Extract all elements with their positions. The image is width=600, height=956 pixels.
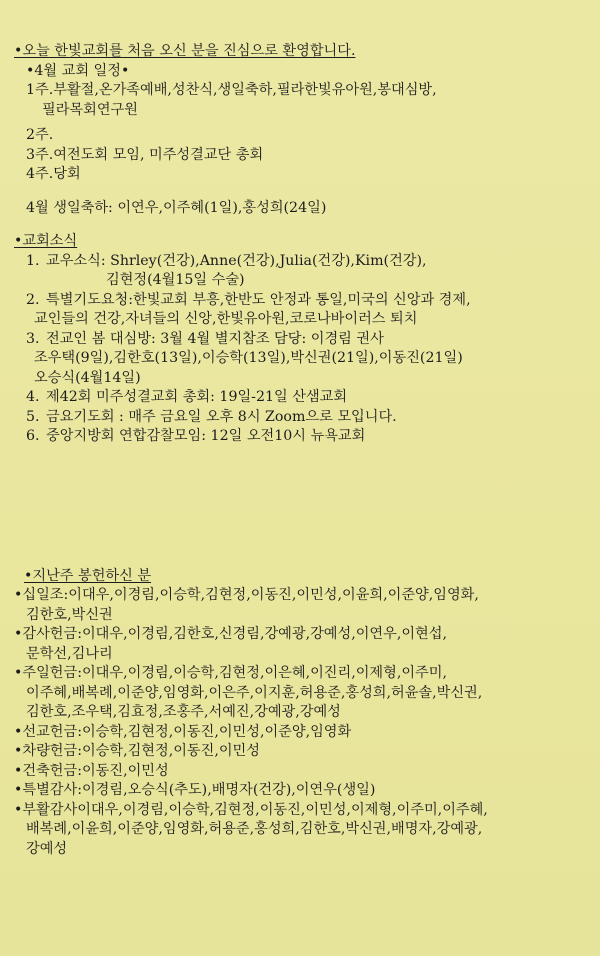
news-item [14, 427, 578, 447]
week-label: 1주. [26, 82, 54, 98]
schedule-week-3 [14, 146, 578, 166]
schedule-heading: •4월 교회 일정• [26, 62, 130, 79]
week-label: 3주. [26, 146, 54, 163]
news-text: 전교인 봄 대심방: 3월 4월 별지참조 담당: 이경림 권사 [46, 330, 384, 347]
news-item [14, 408, 578, 428]
schedule-week-2 [14, 126, 578, 146]
news-item-cont: 오승식(4월14일) [34, 369, 141, 386]
offering-group-vehicle: •차량헌금:이승학,김현정,이동진,이민성 [14, 743, 260, 759]
news-text: 금요기도회 : 매주 금요일 오후 8시 Zoom으로 모입니다. [46, 408, 397, 425]
schedule-section [14, 62, 578, 219]
week-label: 4주. [26, 166, 54, 182]
news-text: 중앙지방회 연합감찰모임: 12일 오전10시 뉴욕교회 [46, 428, 366, 444]
news-num: 5. [26, 408, 40, 425]
schedule-week-1-cont: 필라목회연구원 [42, 101, 138, 118]
offering-group-mission: •선교헌금:이승학,김현정,이동진,이민성,이준양,임영화 [14, 723, 352, 740]
news-text: 교우소식: Shrley(건강),Anne(건강),Julia(건강),Kim(건강), [46, 252, 427, 269]
welcome-line: •오늘 한빛교회를 처음 오신 분을 진심으로 환영합니다. [14, 43, 356, 59]
offering-group-cont: 배복례,이윤희,이준양,임영화,허용준,홍성희,김한호,박신권,배명자,강예광, [26, 821, 483, 837]
news-num: 4. [26, 389, 40, 405]
news-text: 특별기도요청:한빛교회 부흥,한반도 안정과 통일,미국의 신앙과 경제, [46, 291, 471, 308]
week-text: 부활절,온가족예배,성찬식,생일축하,필라한빛유아원,봉대심방, [53, 82, 437, 98]
offering-group-sunday: •주일헌금:이대우,이경림,이승학,김현정,이은혜,이진리,이제형,이주미, [14, 665, 447, 681]
week-label: 2주. [26, 127, 54, 143]
schedule-week-4 [14, 165, 578, 185]
offering-group-building: •건축헌금:이동진,이민성 [14, 762, 169, 779]
offering-group-tithe: •십일조:이대우,이경림,이승학,김현정,이동진,이민성,이윤희,이준양,임영화, [14, 587, 479, 603]
schedule-week-1 [14, 81, 578, 101]
news-item-cont: 조우택(9일),김한호(13일),이승학(13일),박신권(21일),이동진(21일) [34, 350, 463, 366]
news-item [14, 291, 578, 311]
offering-group-special: •특별감사:이경림,오승식(추도),배명자(건강),이연우(생일) [14, 782, 376, 798]
offering-group-cont: 강예성 [26, 840, 68, 857]
offering-group-cont: 김한호,조우택,김효정,조홍주,서예진,강예광,강예성 [26, 704, 341, 720]
news-text: 제42회 미주성결교회 총회: 19일-21일 산샘교회 [46, 389, 348, 405]
news-num: 6. [26, 428, 40, 444]
news-num: 1. [26, 252, 40, 269]
offerings-heading: •지난주 봉헌하신 분 [24, 567, 152, 584]
offering-group-cont: 이주혜,배복례,이준양,임영화,이은주,이지훈,허용준,홍성희,허윤솔,박신권, [26, 684, 483, 701]
news-num: 2. [26, 291, 40, 308]
news-item [14, 252, 578, 272]
news-item [14, 388, 578, 408]
news-section [14, 232, 578, 447]
news-item-cont: 교인들의 건강,자녀들의 신앙,한빛유아원,코로나바이러스 퇴치 [34, 311, 418, 327]
offering-group-easter: •부활감사이대우,이경림,이승학,김현정,이동진,이민성,이제형,이주미,이주혜, [14, 801, 488, 818]
news-item-cont: 김현정(4월15일 수술) [106, 272, 245, 288]
offering-group-cont: 김한호,박신권 [26, 606, 113, 623]
news-heading: •교회소식 [14, 233, 78, 249]
birthday-line: 4월 생일축하: 이연우,이주혜(1일),홍성희(24일) [26, 199, 327, 216]
offering-group-thanks: •감사헌금:이대우,이경림,김한호,신경림,강예광,강예성,이연우,이현섭, [14, 626, 447, 642]
offering-group-cont: 문학선,김나리 [26, 645, 113, 662]
offerings-section [14, 567, 578, 860]
news-num: 3. [26, 330, 40, 347]
news-item [14, 330, 578, 350]
week-text: 당회 [53, 166, 81, 182]
week-text: 여전도회 모임, 미주성결교단 총회 [53, 146, 264, 163]
